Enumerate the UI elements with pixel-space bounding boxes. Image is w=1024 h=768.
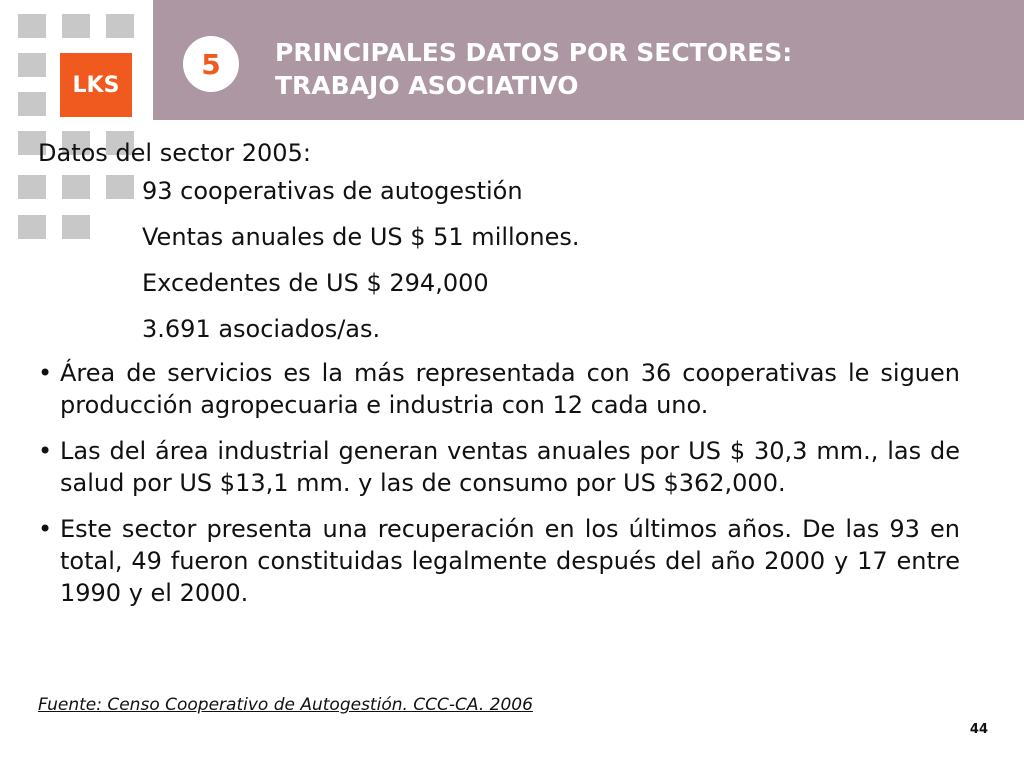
bullet-item	[38, 357, 960, 421]
decor-square	[18, 53, 46, 77]
decor-square	[18, 14, 46, 38]
stat-line: Ventas anuales de US $ 51 millones.	[142, 223, 580, 251]
decor-square	[106, 14, 134, 38]
bullet-text: Este sector presenta una recuperación en los últimos años. De las 93 en total, 49 fueron constituidas legalmente después del año 2000 y 17 entre 1990 y el 2000.	[60, 515, 960, 607]
decor-square	[18, 92, 46, 116]
title-line-2: TRABAJO ASOCIATIVO	[275, 71, 579, 100]
bullet-marker: •	[38, 359, 53, 387]
bullet-text: Las del área industrial generan ventas anuales por US $ 30,3 mm., las de salud por US $13,1 mm. y las de consumo por US $362,000.	[60, 437, 960, 497]
stat-line: Excedentes de US $ 294,000	[142, 269, 489, 297]
stat-line: 93 cooperativas de autogestión	[142, 177, 523, 205]
title-line-1: PRINCIPALES DATOS POR SECTORES:	[275, 38, 793, 67]
bullet-marker: •	[38, 515, 53, 543]
decor-square	[62, 14, 90, 38]
stat-line: 3.691 asociados/as.	[142, 315, 381, 343]
section-number: 5	[201, 47, 221, 81]
logo-text: LKS	[72, 72, 120, 98]
bullet-item	[38, 435, 960, 499]
source-citation: Fuente: Censo Cooperativo de Autogestión. CCC-CA. 2006	[38, 695, 533, 715]
slide-content	[38, 137, 960, 609]
slide-title	[275, 36, 975, 102]
intro-heading: Datos del sector 2005:	[38, 139, 311, 167]
bullet-item	[38, 513, 960, 609]
bullet-list	[38, 357, 960, 609]
bullet-text: Área de servicios es la más representada con 36 cooperativas le siguen producción agropecuaria e industria con 12 cada uno.	[60, 359, 960, 419]
bullet-marker: •	[38, 437, 53, 465]
section-number-badge	[183, 36, 239, 92]
lks-logo	[60, 53, 132, 117]
page-number: 44	[969, 722, 988, 737]
